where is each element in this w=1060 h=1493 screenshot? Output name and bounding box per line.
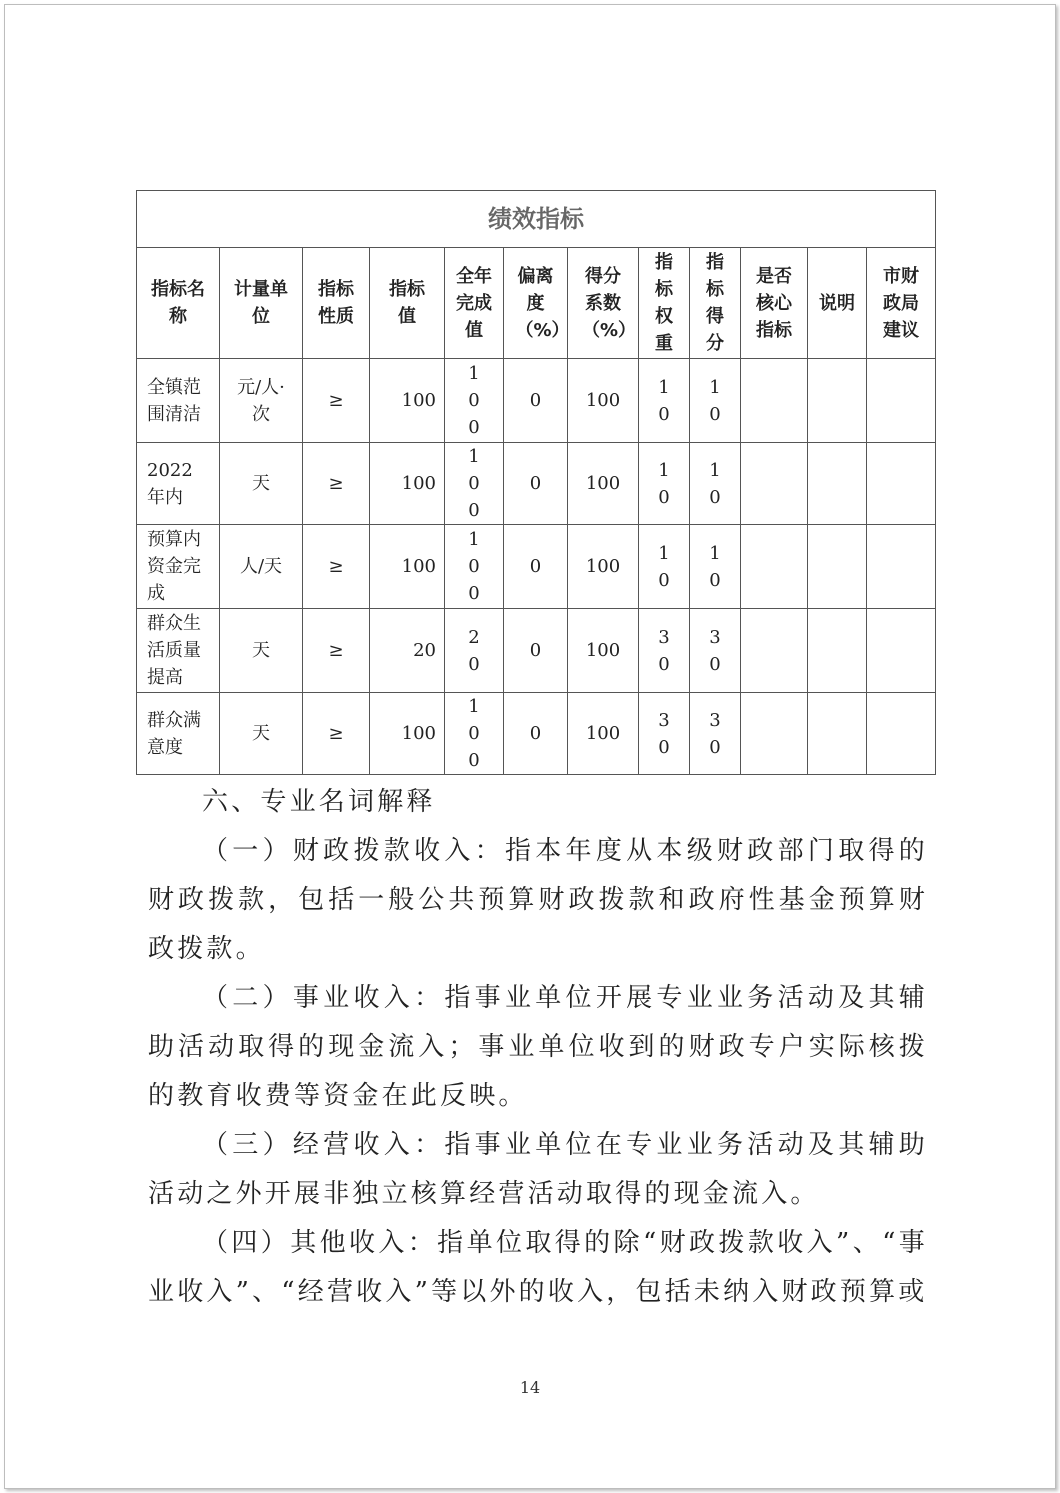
table-body [137, 359, 936, 775]
table-cell-score: 10 [690, 443, 741, 525]
table-cell-note [808, 443, 867, 525]
table-cell-note [808, 359, 867, 443]
table-cell-unit: 天 [220, 693, 303, 775]
table-cell-weight: 10 [639, 443, 690, 525]
table-cell-score: 10 [690, 359, 741, 443]
table-cell-coef: 100 [568, 525, 639, 609]
table-cell-nature: ≥ [303, 443, 370, 525]
table-cell-advice [867, 525, 936, 609]
table-cell-actual: 100 [445, 359, 504, 443]
table-cell-unit: 元/人·次 [220, 359, 303, 443]
paragraph: （二）事业收入：指事业单位开展专业业务活动及其辅助活动取得的现金流入；事业单位收到的财政专户实际核拨的教育收费等资金在此反映。 [148, 983, 928, 1111]
table-cell-coef: 100 [568, 609, 639, 693]
table-cell-nature: ≥ [303, 525, 370, 609]
table-cell-note [808, 525, 867, 609]
header-cell: 是否核心指标 [741, 248, 808, 359]
table-cell-weight: 10 [639, 525, 690, 609]
table-cell-unit: 人/天 [220, 525, 303, 609]
table-cell-deviation: 0 [504, 359, 568, 443]
table-cell-deviation: 0 [504, 693, 568, 775]
table-header-row [137, 248, 936, 359]
header-cell: 指标性质 [303, 248, 370, 359]
table-cell-value: 100 [370, 693, 445, 775]
table-cell-note [808, 693, 867, 775]
table-cell-note [808, 609, 867, 693]
table-cell-core [741, 443, 808, 525]
table-cell-deviation: 0 [504, 525, 568, 609]
header-cell: 说明 [808, 248, 867, 359]
table-cell-core [741, 693, 808, 775]
table-cell-deviation: 0 [504, 443, 568, 525]
table-cell-actual: 20 [445, 609, 504, 693]
performance-indicator-table [136, 190, 936, 775]
table-row [137, 443, 936, 525]
header-cell: 指标权重 [639, 248, 690, 359]
table-cell-coef: 100 [568, 359, 639, 443]
table-cell-deviation: 0 [504, 609, 568, 693]
table-row [137, 359, 936, 443]
header-cell: 指标值 [370, 248, 445, 359]
table-cell-core [741, 359, 808, 443]
table-cell-advice [867, 693, 936, 775]
section-heading: 六、专业名词解释 [202, 787, 436, 817]
table-cell-nature: ≥ [303, 609, 370, 693]
table-cell-weight: 30 [639, 609, 690, 693]
table-cell-score: 30 [690, 693, 741, 775]
table-row [137, 609, 936, 693]
header-cell: 计量单位 [220, 248, 303, 359]
header-cell: 指标得分 [690, 248, 741, 359]
table-cell-actual: 100 [445, 525, 504, 609]
paragraph: （三）经营收入：指事业单位在专业业务活动及其辅助活动之外开展非独立核算经营活动取得的现金流入。 [148, 1130, 928, 1209]
table-cell-value: 100 [370, 525, 445, 609]
table-cell-score: 10 [690, 525, 741, 609]
table-cell-core [741, 525, 808, 609]
page-number: 14 [519, 1378, 541, 1397]
header-cell: 偏离度（%） [504, 248, 568, 359]
table-cell-score: 30 [690, 609, 741, 693]
header-cell: 市财政局建议 [867, 248, 936, 359]
table-cell-value: 20 [370, 609, 445, 693]
table-cell-name: 全镇范围清洁 [137, 359, 220, 443]
table-cell-coef: 100 [568, 443, 639, 525]
table-title: 绩效指标 [137, 191, 936, 248]
table-cell-core [741, 609, 808, 693]
table-cell-weight: 30 [639, 693, 690, 775]
paragraph: （四）其他收入：指单位取得的除“财政拨款收入”、“事业收入”、“经营收入”等以外的收入，包括未纳入财政预算或 [148, 1228, 928, 1307]
table-cell-name: 群众生活质量提高 [137, 609, 220, 693]
table-cell-advice [867, 443, 936, 525]
table-row [137, 525, 936, 609]
table-cell-actual: 100 [445, 443, 504, 525]
table-cell-value: 100 [370, 443, 445, 525]
table-cell-unit: 天 [220, 609, 303, 693]
table-cell-name: 群众满意度 [137, 693, 220, 775]
header-cell: 全年完成值 [445, 248, 504, 359]
header-cell: 得分系数（%） [568, 248, 639, 359]
table-cell-nature: ≥ [303, 693, 370, 775]
table-cell-advice [867, 609, 936, 693]
table-cell-advice [867, 359, 936, 443]
table-cell-nature: ≥ [303, 359, 370, 443]
table-cell-unit: 天 [220, 443, 303, 525]
table-cell-name: 预算内资金完成 [137, 525, 220, 609]
table-cell-value: 100 [370, 359, 445, 443]
header-cell: 指标名称 [137, 248, 220, 359]
table-row [137, 693, 936, 775]
paragraph: （一）财政拨款收入：指本年度从本级财政部门取得的财政拨款，包括一般公共预算财政拨款和政府性基金预算财政拨款。 [148, 836, 928, 964]
table-cell-coef: 100 [568, 693, 639, 775]
table-cell-weight: 10 [639, 359, 690, 443]
glossary-section [148, 778, 928, 1317]
table-cell-actual: 100 [445, 693, 504, 775]
table-cell-name: 2022年内 [137, 443, 220, 525]
